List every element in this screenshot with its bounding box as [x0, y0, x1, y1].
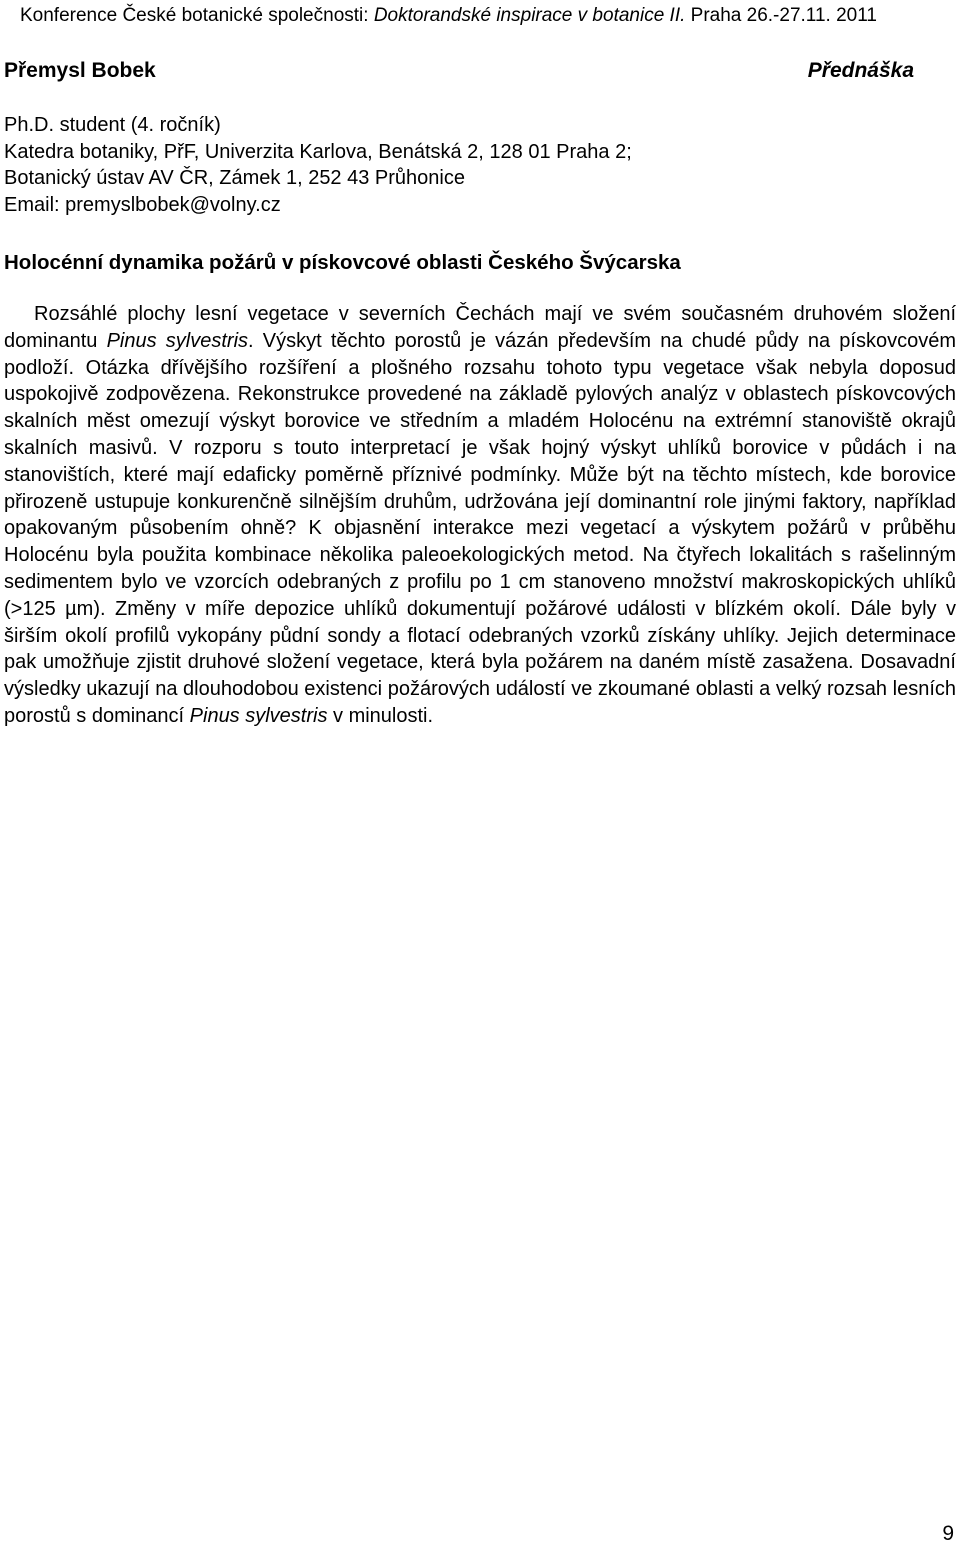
conference-header: [20, 4, 940, 28]
presentation-type: Přednáška: [807, 59, 914, 82]
affiliation-line-department: Katedra botaniky, PřF, Univerzita Karlova, Benátská 2, 128 01 Praha 2;: [4, 140, 632, 163]
conference-header-prefix: Konference České botanické společnosti:: [20, 5, 374, 26]
abstract-text-part3: v minulosti.: [327, 704, 434, 727]
affiliation-line-degree: Ph.D. student (4. ročník): [4, 114, 221, 136]
abstract-species-2: Pinus sylvestris: [189, 704, 328, 727]
abstract-title: Holocénní dynamika požárů v pískovcové oblasti Českého Švýcarska: [4, 251, 681, 274]
abstract-text-part2: . Výskyt těchto porostů je vázán především na chudé půdy na pískovcovém podloží. Otázka dřívějšího rozšíření a plošného rozsahu tohoto typu vegetace však nebyla doposud uspokojivě zodpovězena. Rekonstrukce provedené na základě pylových analýz v oblastech pískovcových skalních měst omezují výskyt borovice ve středním a mladém Holocénu na extrémní stanoviště okrajů skalních masivů. V rozporu s touto interpretací je však hojný výskyt uhlíků borovice v půdách i na stanovištích, které mají edaficky poměrně příznivé podmínky. Může být na těchto místech, kde borovice přirozeně ustupuje konkurenčně silnějším druhům, udržována její dominantní role jinými faktory, například opakovaným působením ohně? K objasnění interakce mezi vegetací a výskytem požárů v průběhu Holocénu byla použita kombinace několika paleoekologických metod. Na čtyřech lokalitách s rašelinným sedimentem bylo ve vzorcích odebraných z profilu po 1 cm stanoveno množství makroskopických uhlíků (>125 µm). Změny v míře depozice uhlíků dokumentují požárové události v blízkém okolí. Dále byly v širším okolí profilů vykopány půdní sondy a flotací odebraných vzorků získány uhlíky. Jejich determinace pak umožňuje zjistit druhové složení vegetace, která byla požárem na daném místě zasažena. Dosavadní výsledky ukazují na dlouhodobou existenci požárových událostí ve zkoumané oblasti a velký rozsah lesních porostů s dominancí: [4, 329, 956, 727]
affiliation-line-institute: Botanický ústav AV ČR, Zámek 1, 252 43 Průhonice: [4, 167, 465, 189]
conference-header-suffix: Praha 26.-27.11. 2011: [685, 5, 877, 26]
abstract-text-part1: Rozsáhlé plochy lesní vegetace v severních Čechách mají ve svém současném druhovém složení dominantu: [4, 303, 956, 352]
page-number: 9: [942, 1522, 954, 1545]
conference-header-title: Doktorandské inspirace v botanice II.: [373, 5, 686, 26]
abstract-body: [4, 301, 956, 730]
author-name: Přemysl Bobek: [4, 59, 156, 82]
affiliation-line-email: Email: premyslbobek@volny.cz: [4, 193, 281, 216]
affiliation-block: [4, 112, 944, 218]
abstract-species-1: Pinus sylvestris: [106, 329, 249, 352]
